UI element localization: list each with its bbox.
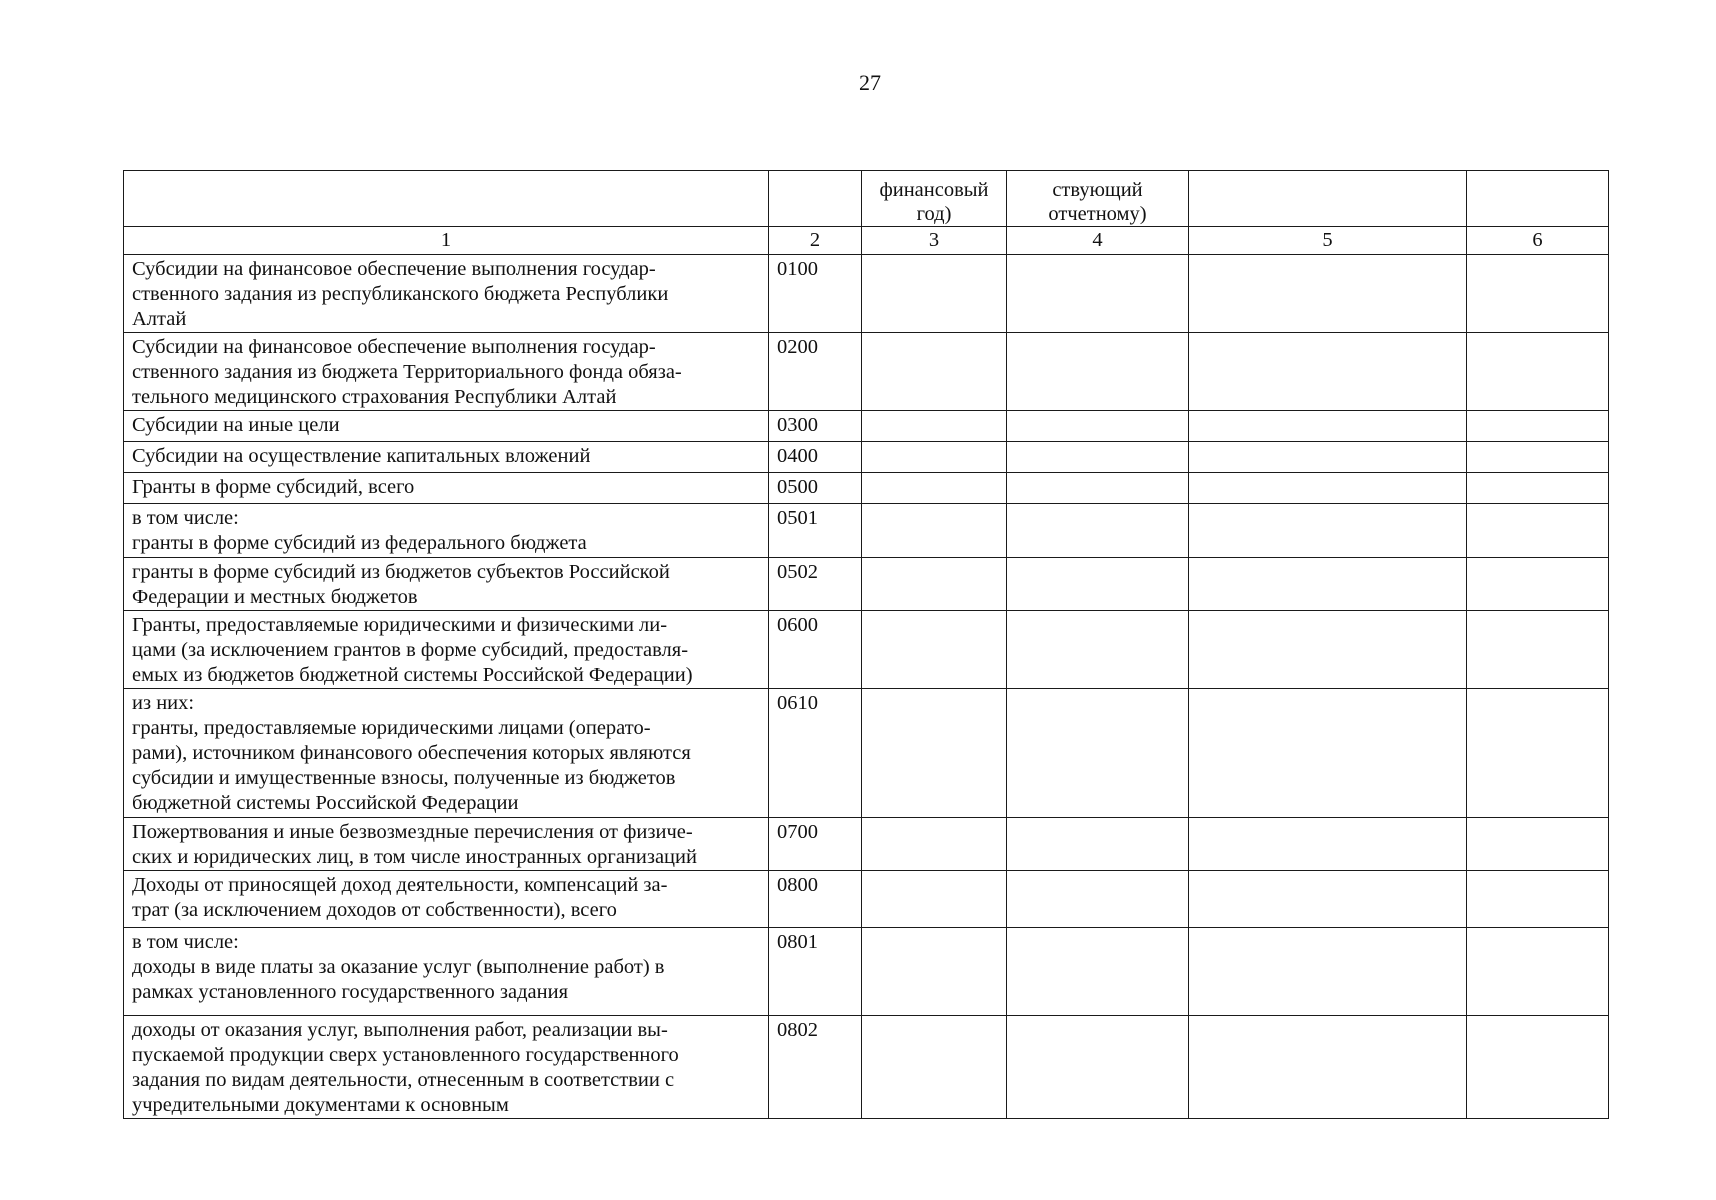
header-col3-text: финансовый год)	[879, 179, 989, 225]
value-cell	[862, 689, 1007, 818]
header-cell-col3	[862, 171, 1007, 227]
value-cell	[1189, 504, 1467, 558]
column-number-row	[124, 227, 1609, 255]
value-cell	[862, 1016, 1007, 1119]
table-row	[124, 255, 1609, 333]
table-row	[124, 504, 1609, 558]
value-cell	[862, 504, 1007, 558]
row-name: в том числе: гранты в форме субсидий из федерального бюджета	[132, 507, 587, 554]
row-name: в том числе: доходы в виде платы за оказание услуг (выполнение работ) в рамках установленного государственного задания	[132, 931, 665, 1003]
value-cell	[1467, 473, 1609, 504]
row-name: Субсидии на финансовое обеспечение выполнения государ- ственного задания из бюджета Территориального фонда обяза- тельного медицинского страхования Республики Алтай	[132, 336, 682, 408]
value-cell	[1467, 558, 1609, 611]
value-cell	[1007, 411, 1189, 442]
row-name: Гранты в форме субсидий, всего	[132, 476, 415, 498]
row-name-cell	[124, 689, 769, 818]
header-col4-text: ствующий отчетному)	[1048, 179, 1147, 225]
value-cell	[862, 558, 1007, 611]
row-code: 0700	[769, 818, 862, 871]
value-cell	[1007, 1016, 1189, 1119]
row-name: Пожертвования и иные безвозмездные перечисления от физиче- ских и юридических лиц, в том числе иностранных организаций	[132, 821, 697, 868]
table-row	[124, 558, 1609, 611]
table-row	[124, 411, 1609, 442]
header-cell-col6	[1467, 171, 1609, 227]
row-code: 0610	[769, 689, 862, 818]
value-cell	[1189, 1016, 1467, 1119]
value-cell	[862, 871, 1007, 928]
value-cell	[1189, 928, 1467, 1016]
value-cell	[1189, 255, 1467, 333]
row-name-cell	[124, 928, 769, 1016]
table-row	[124, 611, 1609, 689]
row-name: Гранты, предоставляемые юридическими и физическими ли- цами (за исключением грантов в форме субсидий, предоставля- емых из бюджетов бюджетной системы Российской Федерации)	[132, 614, 693, 686]
value-cell	[1189, 871, 1467, 928]
header-cell-col2	[769, 171, 862, 227]
value-cell	[1467, 333, 1609, 411]
value-cell	[1467, 442, 1609, 473]
row-code: 0500	[769, 473, 862, 504]
value-cell	[1467, 689, 1609, 818]
column-number: 6	[1467, 227, 1609, 255]
row-name: Субсидии на финансовое обеспечение выполнения государ- ственного задания из республиканского бюджета Республики Алтай	[132, 258, 669, 330]
value-cell	[1189, 442, 1467, 473]
row-name-cell	[124, 442, 769, 473]
header-row	[124, 171, 1609, 227]
report-table	[123, 170, 1609, 1119]
value-cell	[1007, 558, 1189, 611]
value-cell	[1189, 411, 1467, 442]
table-row	[124, 818, 1609, 871]
header-cell-col1	[124, 171, 769, 227]
row-code: 0802	[769, 1016, 862, 1119]
row-name-cell	[124, 558, 769, 611]
row-name-cell	[124, 871, 769, 928]
value-cell	[1467, 411, 1609, 442]
value-cell	[1189, 689, 1467, 818]
table-row	[124, 871, 1609, 928]
value-cell	[1467, 1016, 1609, 1119]
row-name-cell	[124, 333, 769, 411]
row-name-cell	[124, 818, 769, 871]
value-cell	[1007, 928, 1189, 1016]
column-number: 3	[862, 227, 1007, 255]
column-number: 1	[124, 227, 769, 255]
row-name: Субсидии на осуществление капитальных вложений	[132, 445, 591, 467]
value-cell	[862, 928, 1007, 1016]
value-cell	[1007, 818, 1189, 871]
row-code: 0501	[769, 504, 862, 558]
value-cell	[1189, 558, 1467, 611]
value-cell	[862, 411, 1007, 442]
value-cell	[1467, 928, 1609, 1016]
value-cell	[862, 611, 1007, 689]
value-cell	[1007, 689, 1189, 818]
value-cell	[1467, 818, 1609, 871]
row-name: доходы от оказания услуг, выполнения работ, реализации вы- пускаемой продукции сверх установленного государственного задания по видам деятельности, отнесенным в соответствии с учредительными документами к основным	[132, 1019, 679, 1116]
row-name: Доходы от приносящей доход деятельности, компенсаций за- трат (за исключением доходов от собственности), всего	[132, 874, 668, 921]
table-row	[124, 928, 1609, 1016]
row-code: 0100	[769, 255, 862, 333]
value-cell	[1189, 333, 1467, 411]
row-name-cell	[124, 611, 769, 689]
value-cell	[862, 333, 1007, 411]
value-cell	[1007, 611, 1189, 689]
column-number: 2	[769, 227, 862, 255]
value-cell	[1189, 473, 1467, 504]
row-name: из них: гранты, предоставляемые юридическими лицами (операто- рами), источником финансового обеспечения которых являются субсидии и имущественные взносы, полученные из бюджетов бюджетной системы Российской Федерации	[132, 692, 691, 814]
row-name-cell	[124, 255, 769, 333]
table-row	[124, 1016, 1609, 1119]
table-row	[124, 333, 1609, 411]
value-cell	[1007, 473, 1189, 504]
row-name-cell	[124, 411, 769, 442]
row-name: гранты в форме субсидий из бюджетов субъектов Российской Федерации и местных бюджетов	[132, 561, 670, 608]
row-code: 0300	[769, 411, 862, 442]
value-cell	[1467, 871, 1609, 928]
value-cell	[1189, 818, 1467, 871]
row-code: 0502	[769, 558, 862, 611]
header-cell-col5	[1189, 171, 1467, 227]
table-row	[124, 689, 1609, 818]
column-number: 5	[1189, 227, 1467, 255]
table-row	[124, 473, 1609, 504]
row-name-cell	[124, 473, 769, 504]
value-cell	[862, 818, 1007, 871]
row-name-cell	[124, 504, 769, 558]
value-cell	[862, 473, 1007, 504]
value-cell	[1467, 611, 1609, 689]
value-cell	[1467, 504, 1609, 558]
page-number: 27	[859, 70, 881, 95]
row-name: Субсидии на иные цели	[132, 414, 340, 436]
value-cell	[1007, 255, 1189, 333]
column-number: 4	[1007, 227, 1189, 255]
value-cell	[1007, 442, 1189, 473]
value-cell	[1189, 611, 1467, 689]
value-cell	[1007, 871, 1189, 928]
value-cell	[862, 442, 1007, 473]
value-cell	[1007, 333, 1189, 411]
value-cell	[1007, 504, 1189, 558]
row-code: 0200	[769, 333, 862, 411]
value-cell	[1467, 255, 1609, 333]
row-code: 0801	[769, 928, 862, 1016]
value-cell	[862, 255, 1007, 333]
row-name-cell	[124, 1016, 769, 1119]
table-row	[124, 442, 1609, 473]
row-code: 0600	[769, 611, 862, 689]
row-code: 0800	[769, 871, 862, 928]
row-code: 0400	[769, 442, 862, 473]
header-cell-col4	[1007, 171, 1189, 227]
